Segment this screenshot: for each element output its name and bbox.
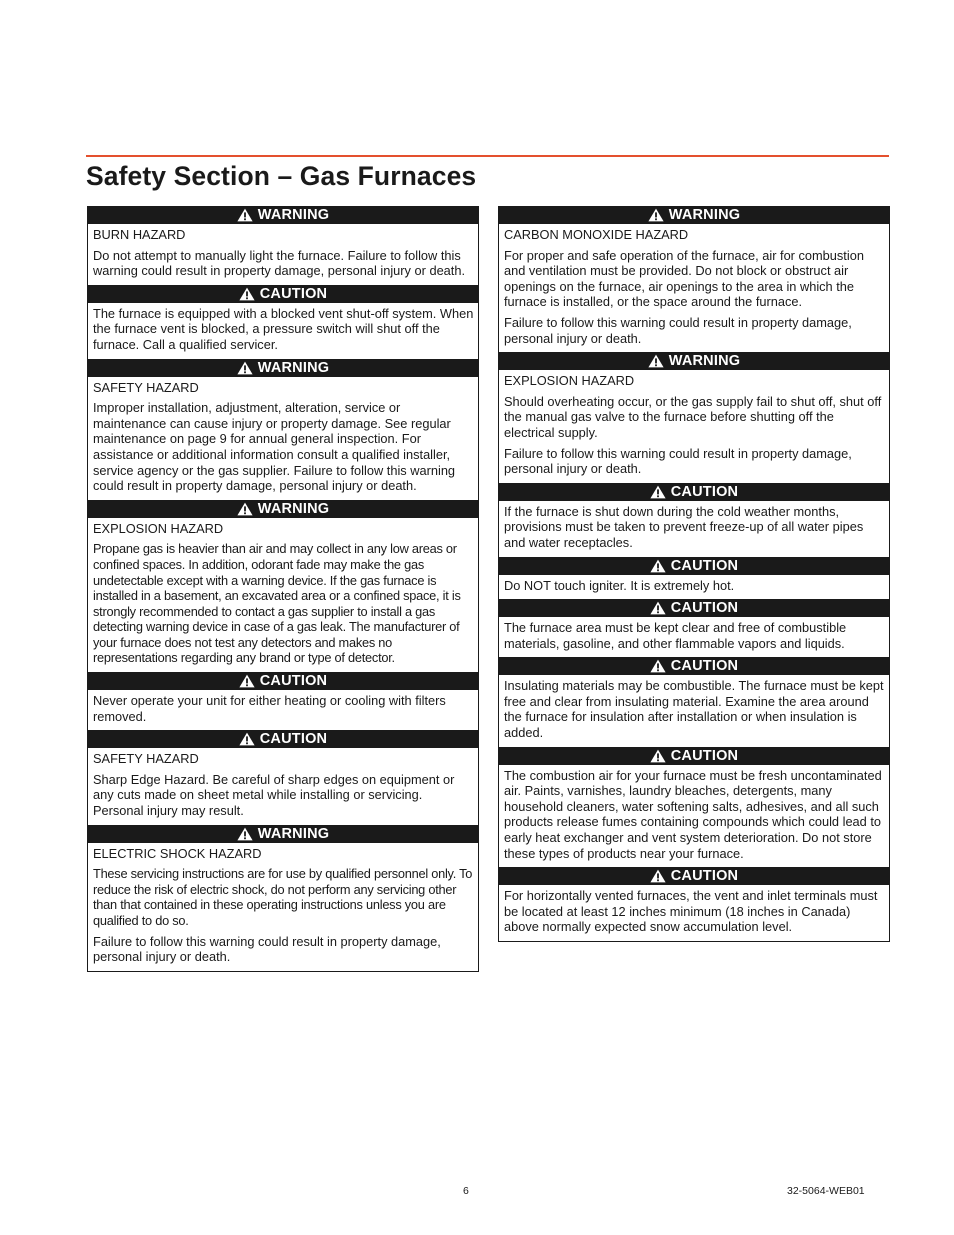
notice-text: The furnace is equipped with a blocked vent shut-off system. When the furnace vent is blocked, a pressure switch will shut off the furnace. Call a qualified servicer. xyxy=(93,305,474,352)
notice-block xyxy=(499,352,889,483)
caution-header xyxy=(88,730,478,748)
caution-header xyxy=(88,285,478,303)
notice-block xyxy=(88,672,478,730)
notice-body xyxy=(88,690,478,730)
notice-body xyxy=(88,518,478,672)
warning-triangle-icon xyxy=(650,659,671,673)
warning-triangle-icon xyxy=(237,827,258,841)
caution-header xyxy=(499,599,889,617)
notice-text: These servicing instructions are for use by qualified personnel only. To reduce the risk of electric shock, do not perform any servicing other than that contained in these operating instructions unless you are qualified to do so. xyxy=(93,866,473,928)
notice-label: CAUTION xyxy=(259,285,328,302)
notice-text: The combustion air for your furnace must be fresh uncontaminated air. Paints, varnishes, laundry bleaches, detergents, many household cleaners, water softening salts, adhesives, and all such products release fumes containing compounds which could lead to early heat exchanger and vent system deterioration. Do not store these types of products near your furnace. xyxy=(504,767,882,861)
notice-label: CAUTION xyxy=(670,600,739,617)
warning-triangle-icon xyxy=(650,485,671,499)
hazard-subtitle: SAFETY HAZARD xyxy=(93,379,199,395)
warning-triangle-icon xyxy=(648,208,669,222)
warning-header xyxy=(88,206,478,224)
notice-label: CAUTION xyxy=(670,868,739,885)
notice-body xyxy=(499,675,889,746)
notice-label: WARNING xyxy=(257,500,330,517)
notice-label: WARNING xyxy=(257,359,330,376)
notice-text: Do not attempt to manually light the furnace. Failure to follow this warning could result in property damage, personal injury or death. xyxy=(93,247,466,279)
hazard-subtitle: EXPLOSION HAZARD xyxy=(504,373,635,389)
notice-label: CAUTION xyxy=(670,483,739,500)
notice-block xyxy=(88,359,478,500)
notice-body xyxy=(499,224,889,352)
warning-header xyxy=(88,359,478,377)
notice-text: Do NOT touch igniter. It is extremely hot. xyxy=(504,577,735,593)
notice-text: For horizontally vented furnaces, the vent and inlet terminals must be located at least 12 inches minimum (18 inches in Canada) above normally expected snow accumulation level. xyxy=(504,888,878,935)
notice-label: CAUTION xyxy=(670,658,739,675)
notice-text: Improper installation, adjustment, alteration, service or maintenance can cause injury or property damage. See regular maintenance on page 9 for annual general inspection. For assistance or additional information consult a qualified installer, service agency or the gas supplier. Failure to follow this warning could result in property damage, personal injury or death. xyxy=(93,400,456,494)
warning-triangle-icon xyxy=(650,869,671,883)
warning-triangle-icon xyxy=(648,354,669,368)
warning-header xyxy=(499,206,889,224)
document-code: 32-5064-WEB01 xyxy=(787,1185,865,1197)
hazard-subtitle: CARBON MONOXIDE HAZARD xyxy=(504,227,689,242)
notice-label: WARNING xyxy=(257,207,330,223)
notice-text: Failure to follow this warning could result in property damage, personal injury or death. xyxy=(504,445,852,477)
notice-body xyxy=(88,748,478,824)
notice-body xyxy=(499,765,889,868)
notice-label: WARNING xyxy=(668,207,741,223)
notice-label: WARNING xyxy=(257,825,330,842)
warning-triangle-icon xyxy=(650,559,671,573)
notice-block xyxy=(88,285,478,359)
notice-label: CAUTION xyxy=(259,731,328,748)
notice-text: Failure to follow this warning could result in property damage, personal injury or death. xyxy=(93,933,441,965)
notice-body xyxy=(88,843,478,971)
notice-text: Sharp Edge Hazard. Be careful of sharp edges on equipment or any cuts made on sheet metal while installing or servicing. Personal injury may result. xyxy=(93,771,455,819)
page-number: 6 xyxy=(463,1185,469,1197)
notice-label: CAUTION xyxy=(670,747,739,764)
notice-block xyxy=(499,557,889,600)
warning-header xyxy=(499,352,889,370)
warning-header xyxy=(88,500,478,518)
notice-text: Propane gas is heavier than air and may collect in any low areas or confined spaces. In addition, odorant fade may make the gas undetectable except with a warning device. If the gas furnace is installed in a basement, an excavated area or a confined space, it is strongly recommended to contact a gas supplier to install a gas detecting warning device in case of a gas leak. The manufacturer of your furnace does not test any detectors and makes no representations regarding any brand or type of detector. xyxy=(93,541,461,666)
notice-text: The furnace area must be kept clear and free of combustible materials, gasoline, and other flammable vapors and liquids. xyxy=(504,620,847,651)
warning-triangle-icon xyxy=(650,749,671,763)
notice-body xyxy=(499,501,889,557)
notice-text: Never operate your unit for either heating or cooling with filters removed. xyxy=(93,693,446,724)
caution-header xyxy=(499,747,889,765)
warning-triangle-icon xyxy=(237,208,258,222)
warning-triangle-icon xyxy=(237,502,258,516)
notice-block xyxy=(499,747,889,868)
hazard-subtitle: ELECTRIC SHOCK HAZARD xyxy=(93,845,262,861)
notice-body xyxy=(88,377,478,500)
notice-text: Should overheating occur, or the gas supply fail to shut off, shut off the manual gas valve to the furnace before shutting off the electrical supply. xyxy=(504,393,882,440)
notice-body xyxy=(499,617,889,657)
notice-text: For proper and safe operation of the furnace, air for combustion and ventilation must be provided. Do not block or obstruct air openings on the furnace, air openings to the area in which the furnace is installed, or the space around the furnace. xyxy=(504,247,864,310)
notice-block xyxy=(499,483,889,557)
caution-header xyxy=(499,867,889,885)
notice-block xyxy=(499,867,889,941)
notice-body xyxy=(499,575,889,600)
warning-triangle-icon xyxy=(237,361,258,375)
title-rule xyxy=(86,155,889,157)
hazard-subtitle: SAFETY HAZARD xyxy=(93,751,199,767)
caution-header xyxy=(499,557,889,575)
hazard-subtitle: BURN HAZARD xyxy=(93,227,186,242)
warning-triangle-icon xyxy=(239,287,260,301)
notice-block xyxy=(88,825,478,971)
caution-header xyxy=(88,672,478,690)
notice-block xyxy=(499,657,889,746)
hazard-subtitle: EXPLOSION HAZARD xyxy=(93,520,224,536)
notice-text: If the furnace is shut down during the cold weather months, provisions must be taken to prevent freeze-up of all water pipes and water receptacles. xyxy=(504,503,864,550)
notice-block xyxy=(88,730,478,824)
notice-label: CAUTION xyxy=(259,673,328,690)
page-title: Safety Section – Gas Furnaces xyxy=(86,161,477,191)
warning-triangle-icon xyxy=(650,601,671,615)
caution-header xyxy=(499,483,889,501)
warning-triangle-icon xyxy=(239,674,260,688)
caution-header xyxy=(499,657,889,675)
notice-text: Failure to follow this warning could result in property damage, personal injury or death. xyxy=(504,314,852,346)
notice-label: CAUTION xyxy=(670,557,739,574)
notice-block xyxy=(499,206,889,352)
notice-block xyxy=(88,500,478,672)
notice-body xyxy=(499,370,889,483)
left-column xyxy=(87,206,479,972)
warning-triangle-icon xyxy=(239,732,260,746)
notice-body xyxy=(499,885,889,941)
notice-label: WARNING xyxy=(668,353,741,370)
right-column xyxy=(498,206,890,942)
notice-body xyxy=(88,303,478,359)
notice-text: Insulating materials may be combustible. The furnace must be kept free and clear from insulating material. Examine the area around the furnace for insulation after installation or when insulation is added. xyxy=(504,678,884,741)
notice-block xyxy=(88,206,478,285)
warning-header xyxy=(88,825,478,843)
notice-body xyxy=(88,224,478,285)
notice-block xyxy=(499,599,889,657)
